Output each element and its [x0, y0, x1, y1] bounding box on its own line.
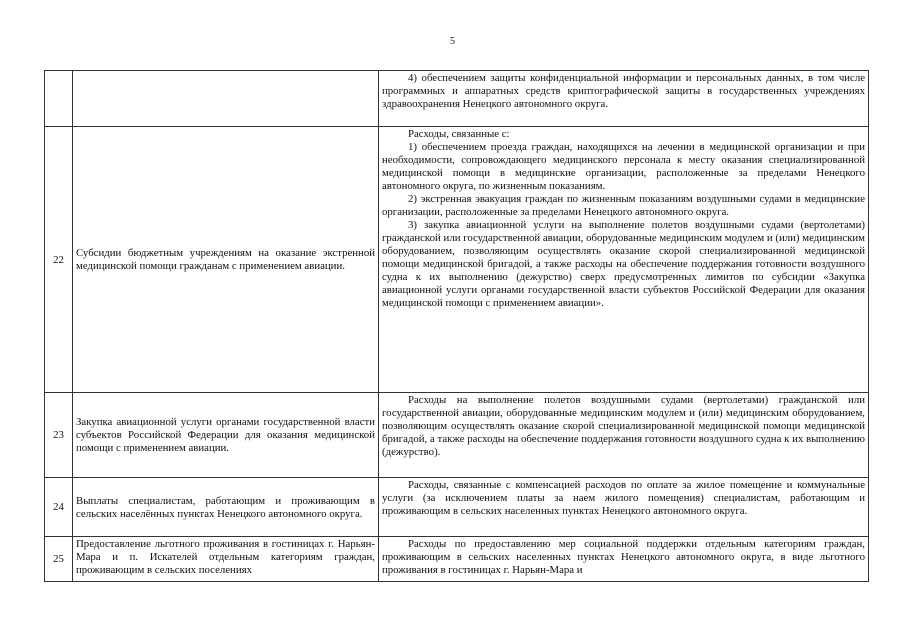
row-number: 24 [45, 478, 73, 537]
row-name [73, 71, 379, 127]
row-description [379, 393, 869, 478]
row-description [379, 127, 869, 393]
row-name: Закупка авиационной услуги органами государственной власти субъектов Российской Федерации для оказания медицинской помощи с применением авиации. [73, 393, 379, 478]
row-name: Выплаты специалистам, работающим и проживающим в сельских населённых пунктах Ненецкого автономного округа. [73, 478, 379, 537]
row-number: 25 [45, 537, 73, 582]
description-paragraph: 1) обеспечением проезда граждан, находящихся на лечении в медицинской организации и при необходимости, сопровождающего медицинского персонала к месту оказания специализированной медицинской помощи в медицинские организации, расположенные за пределами Ненецкого автономного округа, по жизненным показаниям. [382, 141, 865, 192]
row-name: Предоставление льготного проживания в гостиницах г. Нарьян-Мара и п. Искателей отдельным категориям граждан, проживающим в сельских поселениях [73, 537, 379, 582]
page-number: 5 [450, 36, 455, 47]
description-paragraph: 4) обеспечением защиты конфиденциальной информации и персональных данных, в том числе программных и аппаратных средств криптографической защиты в государственных учреждениях здравоохранения Ненецкого автономного округа. [382, 72, 865, 110]
table-row [45, 393, 869, 478]
row-description [379, 537, 869, 582]
description-paragraph: Расходы, связанные с компенсацией расходов по оплате за жилое помещение и коммунальные услуги (за исключением платы за наем жилого помещения) специалистам, работающим и проживающим в сельских населенных пунктах Ненецкого автономного округа. [382, 479, 865, 517]
description-paragraph: 3) закупка авиационной услуги на выполнение полетов воздушными судами (вертолетами) гражданской или государственной авиации, оборудованные медицинским модулем и (или) медицинским оборудованием, позволяющим осуществлять оказание скорой специализированной медицинской помощи медицинской бригадой, а также расходы на обеспечение поддержания готовности воздушного судна к их выполнению (дежурство) сверх предусмотренных лимитов по субсидии «Закупка авиационной услуги органами государственной власти субъектов Российской Федерации для оказания медицинской помощи с применением авиации». [382, 219, 865, 309]
table-row [45, 478, 869, 537]
description-paragraph: Расходы по предоставлению мер социальной поддержки отдельным категориям граждан, проживающим в сельских населенных пунктах Ненецкого автономного округа, в виде льготного проживания в гостиницах г. Нарьян-Мара и [382, 538, 865, 576]
row-number: 22 [45, 127, 73, 393]
expenses-table [44, 70, 869, 582]
row-number: 23 [45, 393, 73, 478]
row-description [379, 478, 869, 537]
description-paragraph: Расходы, связанные с: [408, 128, 510, 140]
row-name: Субсидии бюджетным учреждениям на оказание экстренной медицинской помощи гражданам с применением авиации. [73, 127, 379, 393]
row-number [45, 71, 73, 127]
table-row [45, 127, 869, 393]
row-description [379, 71, 869, 127]
description-paragraph: Расходы на выполнение полетов воздушными судами (вертолетами) гражданской или государственной авиации, оборудованные медицинским модулем и (или) медицинским оборудованием, позволяющим осуществлять оказание скорой специализированной медицинской помощи медицинской бригадой, а также расходы на обеспечение поддержания готовности воздушного судна к их выполнению (дежурство). [382, 394, 865, 458]
table-row [45, 71, 869, 127]
table-row [45, 537, 869, 582]
description-paragraph: 2) экстренная эвакуация граждан по жизненным показаниям воздушными судами в медицинские организации, расположенные за пределами Ненецкого автономного округа. [382, 193, 865, 218]
